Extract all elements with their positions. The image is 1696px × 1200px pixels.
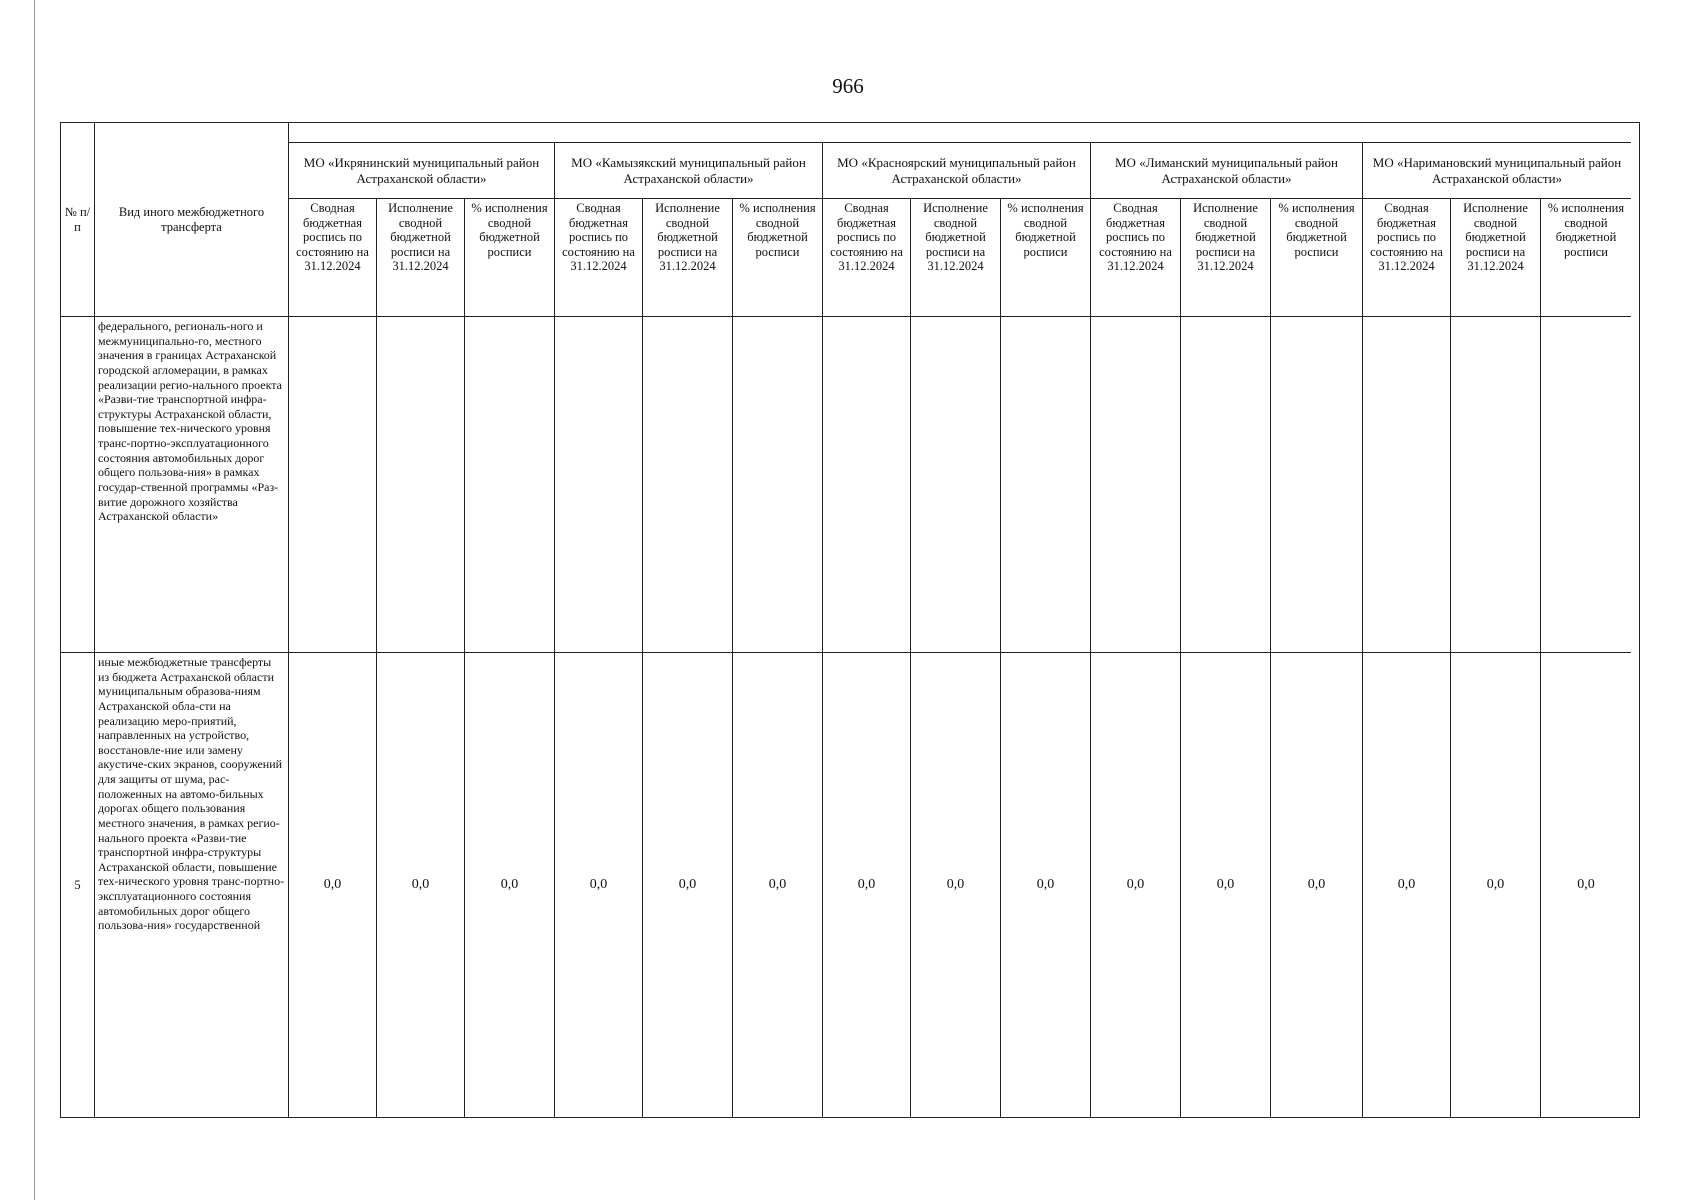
sub-column-header: Исполнение сводной бюджетной росписи на 31.12.2024 [911,199,1001,317]
value-cell [1451,317,1541,653]
value-cell: 0,0 [289,653,377,1117]
value-cell [911,317,1001,653]
value-cell: 0,0 [1001,653,1091,1117]
municipality-header: МО «Камызякский муниципальный район Астраханской области» [555,143,823,199]
sub-column-header: % исполнения сводной бюджетной росписи [1271,199,1363,317]
value-cell: 0,0 [1577,876,1595,892]
row-transfer-description: федерального, региональ-ного и межмуниципально-го, местного значения в границах Астраханской городской агломерации, в рамках реализации регио-нального проекта «Разви-тие транспортной инфра-структуры Астраханской области, повышение тех-нического уровня транс-портно-эксплуатационного состояния автомобильных дорог общего пользова-ния» в рамках государ-ственной программы «Раз-витие дорожного хозяйства Астраханской области» [95,317,289,653]
value-cell: 0,0 [1091,653,1181,1117]
municipality-header: МО «Лиманский муниципальный район Астраханской области» [1091,143,1363,199]
value-cell: 0,0 [733,653,823,1117]
value-cell [643,317,733,653]
sub-column-header: Сводная бюджетная роспись по состоянию на 31.12.2024 [823,199,911,317]
value-cell: 0,0 [1363,653,1451,1117]
row-number: 5 [61,653,95,1117]
value-cell [1181,317,1271,653]
transfer-table [60,122,1640,1118]
sub-column-header: % исполнения сводной бюджетной росписи [1541,199,1631,317]
municipality-header: МО «Красноярский муниципальный район Астраханской области» [823,143,1091,199]
sub-column-header: Исполнение сводной бюджетной росписи на 31.12.2024 [643,199,733,317]
value-cell: 0,0 [911,653,1001,1117]
value-cell [465,317,555,653]
value-cell [555,317,643,653]
value-cell: 0,0 [555,653,643,1117]
sub-column-header: Исполнение сводной бюджетной росписи на 31.12.2024 [1451,199,1541,317]
value-cell [823,317,911,653]
value-cell: 0,0 [1271,653,1363,1117]
margin-rule [34,0,35,1200]
value-cell [289,317,377,653]
value-cell [1091,317,1181,653]
value-cell [1001,317,1091,653]
sub-column-header: Сводная бюджетная роспись по состоянию на 31.12.2024 [555,199,643,317]
header-num: № п/п [61,123,95,317]
value-cell: 0,0 [465,653,555,1117]
sub-column-header: % исполнения сводной бюджетной росписи [1001,199,1091,317]
sub-column-header: Исполнение сводной бюджетной росписи на 31.12.2024 [377,199,465,317]
value-cell: 0,0 [823,653,911,1117]
header-transfer-type: Вид иного межбюджетного трансферта [95,123,289,317]
row-transfer-description: иные межбюджетные трансферты из бюджета Астраханской области муниципальным образова-ниям Астраханской обла-сти на реализацию меро-приятий, направленных на устройство, восстановле-ние или замену акустиче-ских экранов, сооружений для защиты от шума, рас-положенных на автомо-бильных дорогах общего пользования местного значения, в рамках регио-нального проекта «Разви-тие транспортной инфра-структуры Астраханской области, повышение тех-нического уровня транс-портно-эксплуатационного состояния автомобильных дорог общего пользова-ния» государственной [95,653,289,1117]
municipality-header: МО «Наримановский муниципальный район Астраханской области» [1363,143,1631,199]
value-cell: 0,0 [1181,653,1271,1117]
sub-column-header: Исполнение сводной бюджетной росписи на 31.12.2024 [1181,199,1271,317]
value-cell: 0,0 [643,653,733,1117]
sub-column-header: Сводная бюджетная роспись по состоянию на 31.12.2024 [1091,199,1181,317]
value-cell [377,317,465,653]
value-cell [1363,317,1451,653]
sub-column-header: Сводная бюджетная роспись по состоянию на 31.12.2024 [1363,199,1451,317]
row-number [61,317,95,653]
value-cell [1541,317,1631,653]
sub-column-header: % исполнения сводной бюджетной росписи [733,199,823,317]
value-cell: 0,0 [377,653,465,1117]
value-cell [733,317,823,653]
value-cell: 0,0 [1451,653,1541,1117]
header-top-strip [289,123,1631,143]
value-cell [1271,317,1363,653]
sub-column-header: % исполнения сводной бюджетной росписи [465,199,555,317]
page-number: 966 [832,74,864,98]
sub-column-header: Сводная бюджетная роспись по состоянию на 31.12.2024 [289,199,377,317]
municipality-header: МО «Икрянинский муниципальный район Астраханской области» [289,143,555,199]
